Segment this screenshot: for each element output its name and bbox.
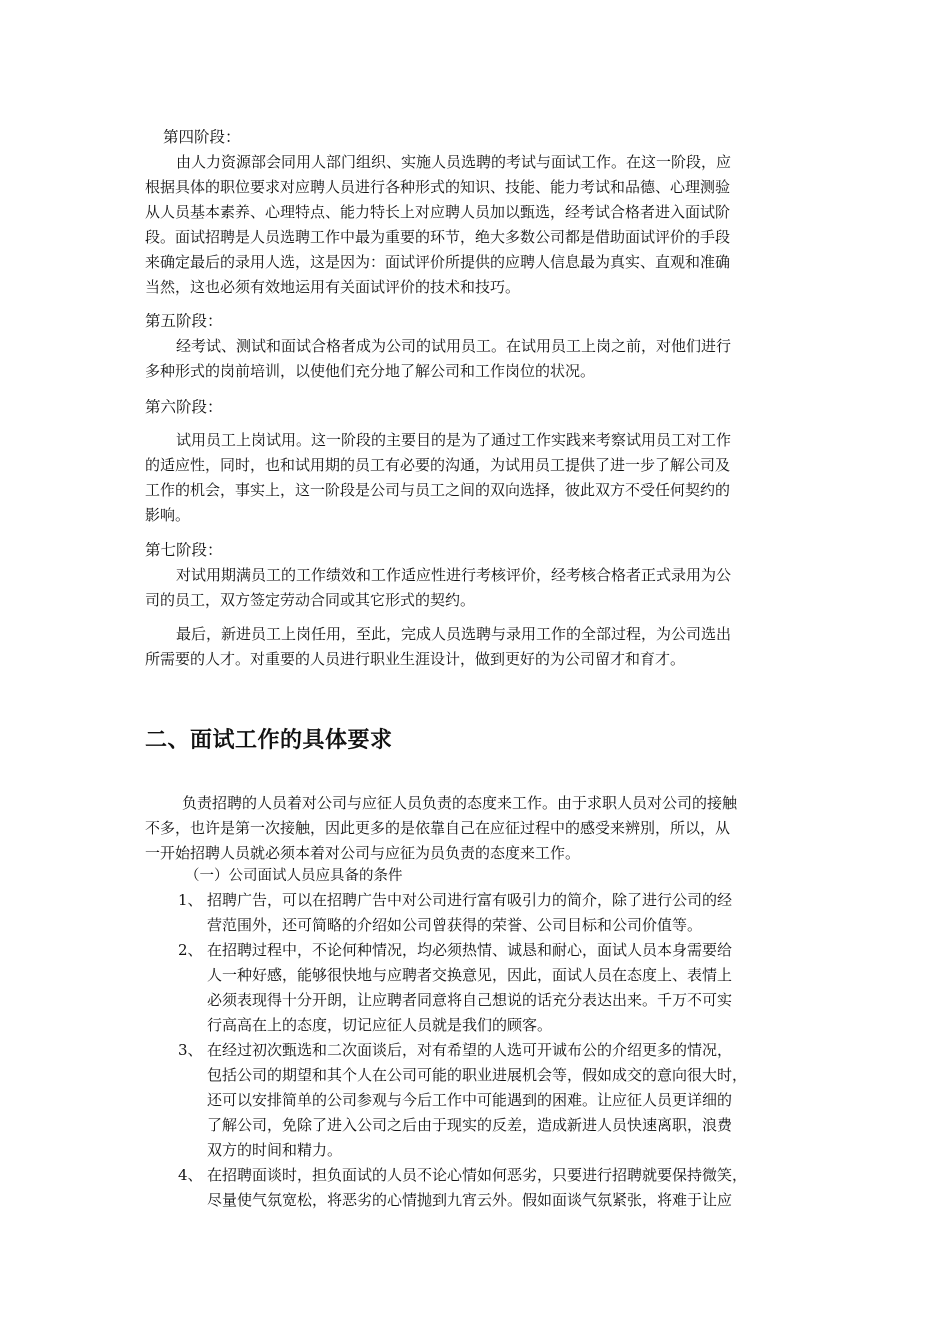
- stage6-paragraph: [145, 428, 810, 528]
- section2-intro-paragraph: [145, 791, 810, 866]
- stage4-line: 由人力资源部会同用人部门组织、实施人员选聘的考试与面试工作。在这一阶段，应: [176, 153, 732, 171]
- list-item-number: 2、: [178, 941, 203, 959]
- list-item-body: [207, 888, 810, 938]
- stage5-heading: 第五阶段：: [145, 312, 223, 330]
- stage5-line: 多种形式的岗前培训，以使他们充分地了解公司和工作岗位的状况。: [145, 362, 596, 380]
- stage4-line: 当然，这也必须有效地运用有关面试评价的技术和技巧。: [145, 278, 521, 296]
- list-item-body: [207, 938, 810, 1038]
- stage4-heading: 第四阶段：: [163, 128, 241, 146]
- stage4-paragraph: [145, 150, 810, 300]
- stage7-heading: 第七阶段：: [145, 541, 223, 559]
- stage6-line: 的适应性，同时，也和试用期的员工有必要的沟通，为试用员工提供了进一步了解公司及: [145, 456, 731, 474]
- stage6-heading: 第六阶段：: [145, 398, 223, 416]
- stage4-line: 来确定最后的录用人选，这是因为：面试评价所提供的应聘人信息最为真实、直观和准确: [145, 253, 731, 271]
- stage7-line: 对试用期满员工的工作绩效和工作适应性进行考核评价，经考核合格者正式录用为公: [176, 566, 732, 584]
- list-item-number: 1、: [178, 891, 203, 909]
- list-item-line: 营范围外，还可简略的介绍如公司曾获得的荣誉、公司目标和公司价值等。: [207, 916, 703, 934]
- list-item-body: [207, 1038, 810, 1163]
- stage4-line: 从人员基本素养、心理特点、能力特长上对应聘人员加以甄选，经考试合格者进入面试阶: [145, 203, 731, 221]
- stage4-line: 段。面试招聘是人员选聘工作中最为重要的环节，绝大多数公司都是借助面试评价的手段: [145, 228, 731, 246]
- final-line: 最后，新进员工上岗任用，至此，完成人员选聘与录用工作的全部过程，为公司选出: [176, 625, 732, 643]
- list-item-line: 人一种好感，能够很快地与应聘者交换意见，因此，面试人员在态度上、表情上: [207, 966, 733, 984]
- list-item-line: 在经过初次甄选和二次面谈后，对有希望的人选可开诚布公的介绍更多的情况，: [207, 1041, 733, 1059]
- intro-line: 一开始招聘人员就必须本着对公司与应征为员负责的态度来工作。: [145, 844, 581, 862]
- stage4-line: 根据具体的职位要求对应聘人员进行各种形式的知识、技能、能力考试和品德、心理测验: [145, 178, 731, 196]
- stage7-paragraph: [145, 563, 810, 613]
- list-item-line: 还可以安排简单的公司参观与今后工作中可能遇到的困难。让应征人员更详细的: [207, 1091, 733, 1109]
- list-item-number: 3、: [178, 1041, 203, 1059]
- list-item-line: 双方的时间和精力。: [207, 1141, 343, 1159]
- list-item-line: 尽量使气氛宽松，将恶劣的心情抛到九宵云外。假如面谈气氛紧张，将难于让应: [207, 1191, 733, 1209]
- stage6-line: 影响。: [145, 506, 191, 524]
- list-item-line: 在招聘面谈时，担负面试的人员不论心情如何恶劣，只要进行招聘就要保持微笑，: [207, 1166, 748, 1184]
- stage6-line: 工作的机会，事实上，这一阶段是公司与员工之间的双向选择，彼此双方不受任何契约的: [145, 481, 731, 499]
- list-item-line: 行高高在上的态度，切记应征人员就是我们的顾客。: [207, 1016, 553, 1034]
- intro-line: 不多，也许是第一次接触，因此更多的是依靠自己在应征过程中的感受来辨別，所以，从: [145, 819, 731, 837]
- list-item-line: 在招聘过程中，不论何种情况，均必须热情、诚恳和耐心，面试人员本身需要给: [207, 941, 733, 959]
- stage6-line: 试用员工上岗试用。这一阶段的主要目的是为了通过工作实践来考察试用员工对工作: [176, 431, 732, 449]
- intro-line: 负责招聘的人员着对公司与应征人员负责的态度来工作。由于求职人员对公司的接触: [182, 794, 738, 812]
- list-item-line: 招聘广告，可以在招聘广告中对公司进行富有吸引力的简介，除了进行公司的经: [207, 891, 733, 909]
- subsection-heading: （一）公司面试人员应具备的条件: [185, 868, 403, 884]
- final-paragraph: [145, 622, 810, 672]
- stage5-line: 经考试、测试和面试合格者成为公司的试用员工。在试用员工上岗之前，对他们进行: [176, 337, 732, 355]
- list-item-line: 必须表现得十分开朗，让应聘者同意将自己想说的话充分表达出来。千万不可实: [207, 991, 733, 1009]
- list-item-line: 了解公司，免除了进入公司之后由于现实的反差，造成新进人员快速离职，浪费: [207, 1116, 733, 1134]
- stage5-paragraph: [145, 334, 810, 384]
- list-item-body: [207, 1163, 810, 1213]
- section-title: 二、面试工作的具体要求: [145, 728, 393, 753]
- final-line: 所需要的人才。对重要的人员进行职业生涯设计，做到更好的为公司留才和育才。: [145, 650, 686, 668]
- list-item-number: 4、: [178, 1166, 203, 1184]
- stage7-line: 司的员工，双方签定劳动合同或其它形式的契约。: [145, 591, 476, 609]
- list-item-line: 包括公司的期望和其个人在公司可能的职业进展机会等，假如成交的意向很大时，: [207, 1066, 748, 1084]
